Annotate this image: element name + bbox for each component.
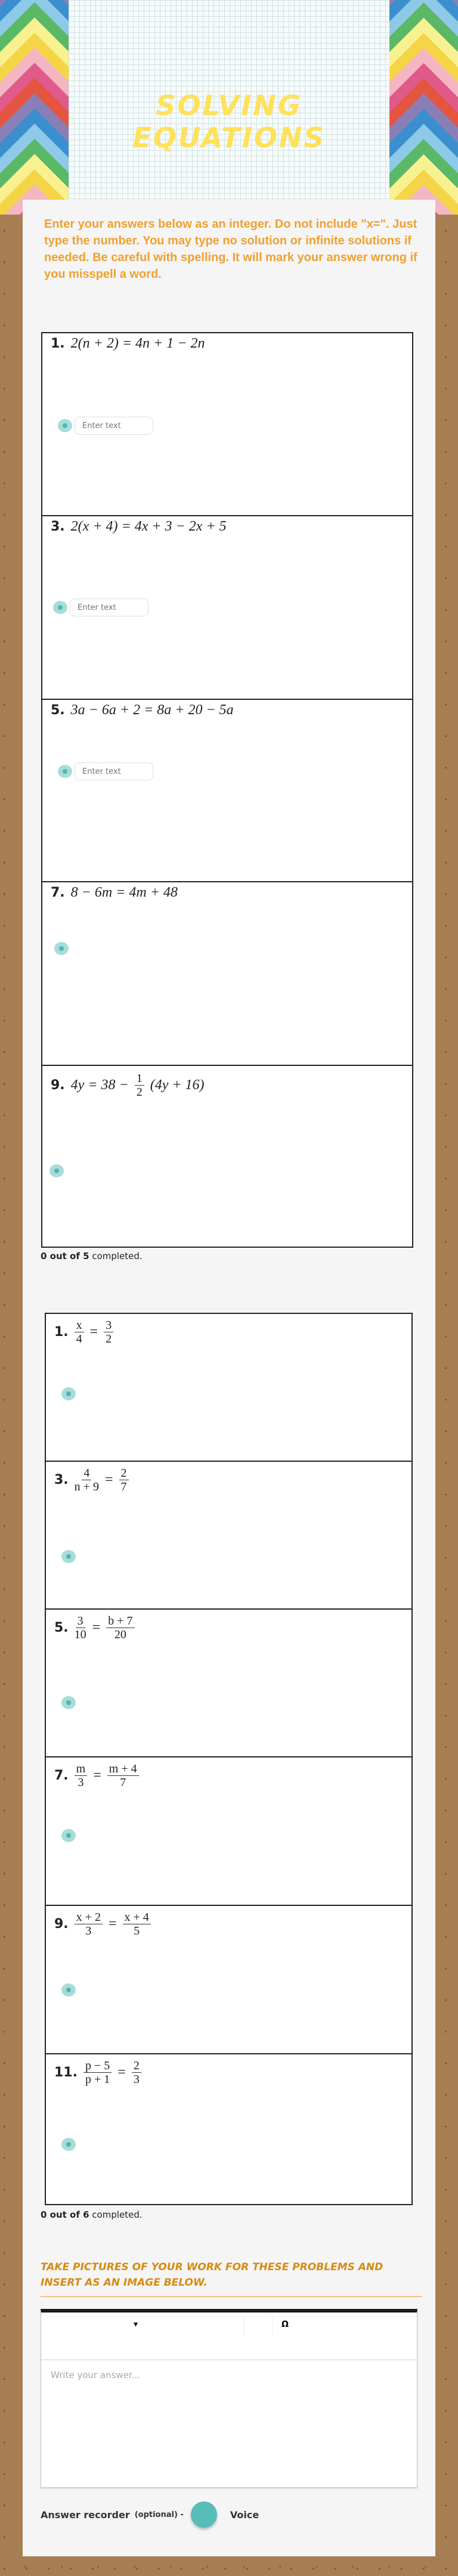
denominator: 10 xyxy=(74,1628,86,1641)
equation: 11. $\frac{p - 5}{p + 1}$ = $\frac{2}{3}$ xyxy=(54,2059,141,2086)
numerator: m + 4 xyxy=(107,1762,139,1776)
format-dropdown[interactable]: ▾ xyxy=(134,2320,138,2329)
answer-marker-icon xyxy=(58,419,72,432)
problem-row xyxy=(42,700,412,882)
problem-row xyxy=(42,333,412,516)
equation: 4y = 38 − xyxy=(70,1077,129,1093)
denominator: 2 xyxy=(136,1086,143,1099)
fraction xyxy=(75,1467,99,1493)
denominator: 3 xyxy=(85,1924,92,1938)
answer-marker-icon xyxy=(58,765,72,778)
problem-row xyxy=(46,1610,411,1757)
fraction xyxy=(83,2059,112,2086)
record-button[interactable] xyxy=(191,2501,217,2528)
problem-row xyxy=(42,516,412,700)
answer-textarea[interactable]: Write your answer... xyxy=(51,2370,140,2380)
chevron-pattern xyxy=(0,0,35,215)
denominator: 7 xyxy=(120,1480,127,1493)
problem-number: 5. xyxy=(51,703,65,718)
answer-input[interactable] xyxy=(75,762,153,780)
denominator: 5 xyxy=(134,1924,140,1938)
completed-count: 0 out of 6 xyxy=(41,2209,89,2220)
problem-row xyxy=(42,1066,412,1248)
denominator: n + 9 xyxy=(74,1480,99,1493)
denominator: 7 xyxy=(120,1776,126,1789)
fraction xyxy=(75,1762,88,1789)
problem-number: 5. xyxy=(54,1620,69,1635)
fraction xyxy=(104,1319,113,1346)
denominator: 2 xyxy=(106,1332,112,1346)
special-character-button[interactable]: Ω xyxy=(281,2320,289,2329)
header-banner xyxy=(0,0,458,215)
problem-number: 9. xyxy=(51,1078,65,1093)
fraction xyxy=(75,1911,103,1938)
numerator: 4 xyxy=(82,1467,91,1480)
problem-number: 7. xyxy=(51,885,65,900)
numerator: 3 xyxy=(104,1319,113,1332)
recorder-optional: (optional) - xyxy=(134,2510,184,2519)
problem-row xyxy=(46,1462,411,1610)
rich-text-editor xyxy=(41,2309,417,2488)
answer-input[interactable] xyxy=(75,417,153,435)
equation: 3. $\frac{4}{n + 9}$ = $\frac{2}{7}$ xyxy=(54,1467,129,1493)
editor-toolbar xyxy=(41,2312,417,2360)
answer-marker-icon[interactable] xyxy=(61,1387,76,1400)
answer-marker-icon[interactable] xyxy=(61,1550,76,1563)
fraction xyxy=(119,1467,129,1493)
numerator: b + 7 xyxy=(106,1614,134,1628)
toolbar-divider xyxy=(272,2316,273,2338)
answer-marker-icon xyxy=(53,601,67,614)
fraction xyxy=(106,1614,134,1641)
denominator: 20 xyxy=(114,1628,126,1641)
completion-status xyxy=(41,2209,143,2220)
answer-marker-icon[interactable] xyxy=(54,942,69,955)
equation: 5. $\frac{3}{10}$ = $\frac{b + 7}{20}$ xyxy=(54,1614,135,1641)
denominator: 3 xyxy=(78,1776,84,1789)
equation: 2(n + 2) = 4n + 1 − 2n xyxy=(70,336,205,351)
completed-label: completed. xyxy=(89,2209,143,2220)
answer-recorder xyxy=(41,2501,259,2528)
completed-label: completed. xyxy=(89,1251,143,1261)
numerator: p − 5 xyxy=(83,2059,112,2073)
equation: 3a − 6a + 2 = 8a + 20 − 5a xyxy=(70,702,234,718)
problem-number: 1. xyxy=(51,336,65,351)
problem-row xyxy=(46,1906,411,2054)
numerator: 2 xyxy=(132,2059,141,2073)
problem-table-2 xyxy=(45,1313,413,2205)
toolbar-divider xyxy=(244,2316,245,2338)
fraction xyxy=(75,1319,84,1346)
answer-input[interactable] xyxy=(70,599,148,616)
numerator: 1 xyxy=(135,1072,144,1086)
fraction xyxy=(75,1614,86,1641)
answer-marker-icon[interactable] xyxy=(61,1983,76,1997)
instructions: Enter your answers below as an integer. Do not include "x=". Just type the number. You may type no solution or infinite solutions if needed. Be careful with spelling. It will mark your answer wrong if you misspell a word. xyxy=(44,218,417,281)
completion-status xyxy=(41,1251,143,1261)
problem-number: 9. xyxy=(54,1917,69,1932)
problem-number: 11. xyxy=(54,2065,78,2080)
equation: 9. $\frac{x + 2}{3}$ = $\frac{x + 4}{5}$ xyxy=(54,1911,151,1938)
problem-row xyxy=(46,2054,411,2204)
numerator: m xyxy=(75,1762,88,1776)
equation: 7. $\frac{m}{3}$ = $\frac{m + 4}{7}$ xyxy=(54,1762,139,1789)
section-heading: TAKE PICTURES OF YOUR WORK FOR THESE PROBLEMS AND INSERT AS AN IMAGE BELOW. xyxy=(41,2259,422,2297)
numerator: x + 2 xyxy=(75,1911,103,1924)
equation: (4y + 16) xyxy=(150,1077,205,1093)
problem-row xyxy=(46,1314,411,1462)
chevron-pattern xyxy=(389,0,424,215)
problem-row xyxy=(42,882,412,1066)
answer-marker-icon[interactable] xyxy=(61,2138,76,2151)
fraction xyxy=(132,2059,141,2086)
answer-marker-icon[interactable] xyxy=(49,1164,64,1177)
equation: 1. $\frac{x}{4}$ = $\frac{3}{2}$ xyxy=(54,1319,113,1346)
chevron-pattern xyxy=(35,0,69,215)
numerator: x + 4 xyxy=(123,1911,151,1924)
chevron-pattern xyxy=(423,0,458,215)
equation: 8 − 6m = 4m + 48 xyxy=(70,885,178,900)
numerator: x xyxy=(75,1319,84,1332)
denominator: 3 xyxy=(133,2073,140,2086)
page-title: SOLVING EQUATIONS xyxy=(132,89,326,154)
fraction xyxy=(135,1072,144,1099)
problem-number: 1. xyxy=(54,1325,69,1340)
answer-marker-icon[interactable] xyxy=(61,1696,76,1709)
problem-row xyxy=(46,1757,411,1906)
recorder-label: Answer recorder xyxy=(41,2509,130,2521)
numerator: 2 xyxy=(119,1467,129,1480)
equation: 2(x + 4) = 4x + 3 − 2x + 5 xyxy=(70,519,227,534)
completed-count: 0 out of 5 xyxy=(41,1251,89,1261)
problem-number: 3. xyxy=(51,519,65,534)
denominator: p + 1 xyxy=(85,2073,110,2086)
denominator: 4 xyxy=(76,1332,82,1346)
answer-marker-icon[interactable] xyxy=(61,1829,76,1842)
fraction xyxy=(107,1762,139,1789)
problem-table-1 xyxy=(41,332,413,1248)
fraction xyxy=(123,1911,151,1938)
problem-number: 7. xyxy=(54,1768,69,1783)
voice-label: Voice xyxy=(230,2509,259,2521)
problem-number: 3. xyxy=(54,1473,69,1487)
numerator: 3 xyxy=(76,1614,85,1628)
